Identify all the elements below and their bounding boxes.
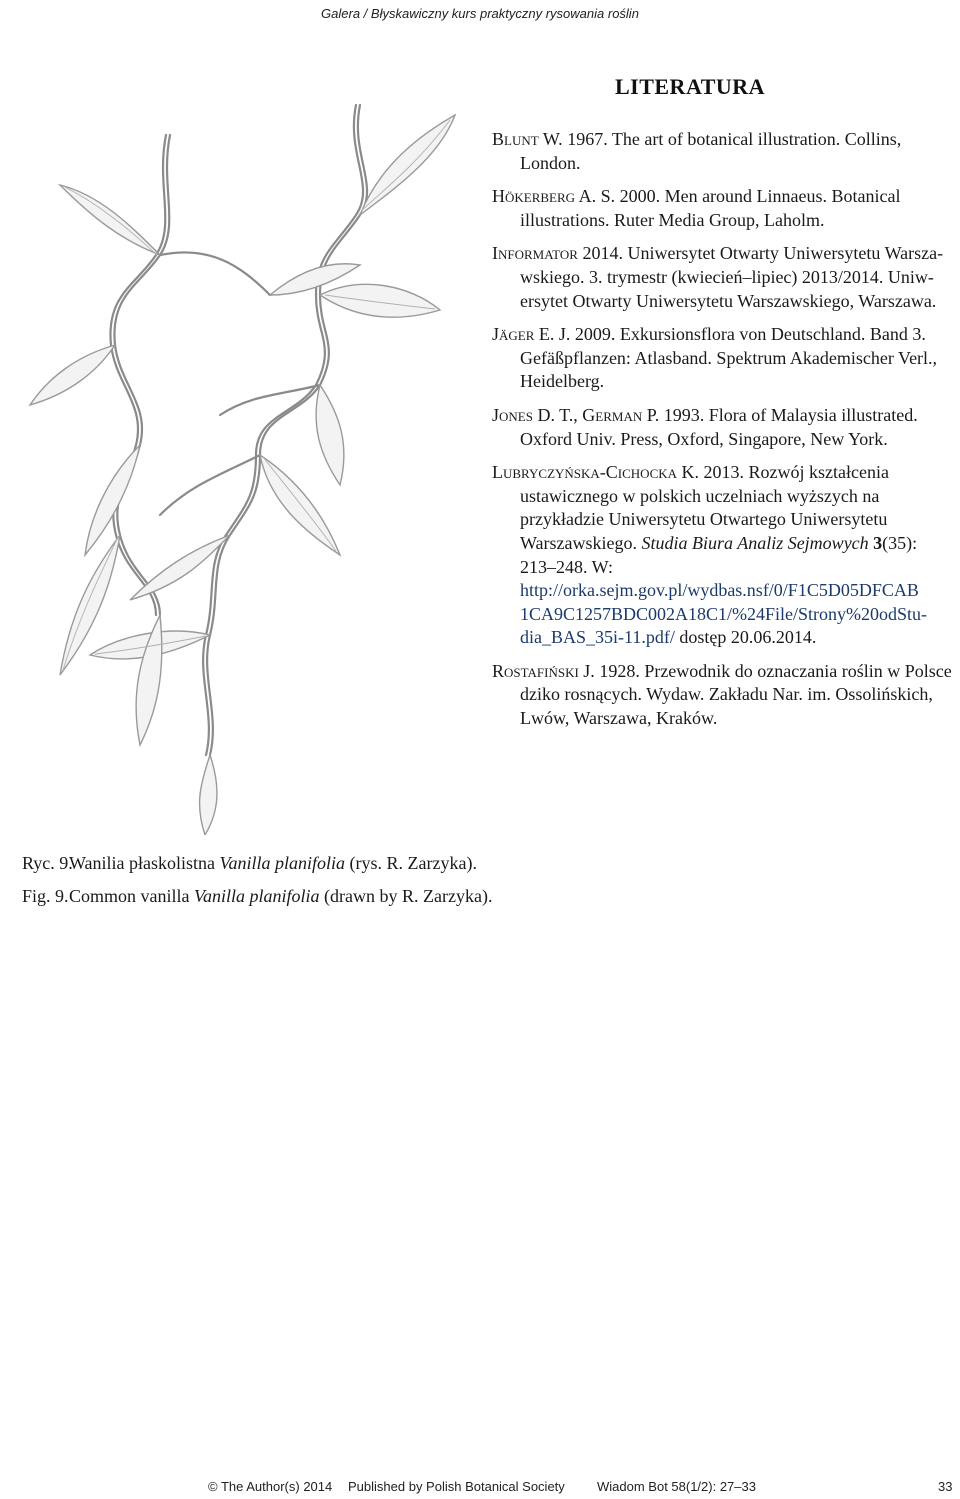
reference-author: Jones D. T., German P.	[492, 404, 660, 425]
reference-author: Rostafiński J.	[492, 660, 595, 681]
reference-issue-pages: (35): 213–248. W:	[520, 532, 918, 577]
reference-item	[492, 660, 956, 731]
caption-credit: (drawn by R. Zarzyka).	[319, 886, 493, 906]
reference-volume: 3	[873, 532, 883, 553]
reference-item	[492, 185, 956, 232]
caption-species: Vanilla planifolia	[219, 853, 346, 873]
reference-url-link[interactable]: http://orka.sejm.gov.pl/wydbas.nsf/0/F1C5D05DFCAB 1CA9C1257BDC002A18C1/%24File/Strony%20odStu-dia_BAS_35i-11.pdf/	[520, 580, 928, 648]
reference-item	[492, 404, 956, 451]
caption-text: Wanilia płaskolistna	[69, 853, 220, 873]
footer-copyright: © The Author(s) 2014	[208, 1479, 333, 1494]
reference-item	[492, 128, 956, 175]
running-head: Galera / Błyskawiczny kurs praktyczny rysowania roślin	[321, 6, 639, 21]
figure-caption-polish	[22, 851, 477, 875]
page-number: 33	[938, 1479, 953, 1494]
footer-publisher: Published by Polish Botanical Society	[348, 1479, 565, 1494]
reference-text: 2009. Exkursionsflora von Deutschland. Band 3. Gefäßpflanzen: Atlasband. Spektrum Akademischer Verl., Heidelberg.	[520, 324, 938, 392]
reference-author: Lubryczyńska-Cichocka K.	[492, 462, 700, 483]
reference-author: Blunt W.	[492, 129, 563, 149]
page-footer	[208, 1479, 952, 1499]
reference-author: Hökerberg A. S.	[492, 186, 616, 207]
reference-text: 2013. Rozwój kształcenia ustawicznego w polskich uczelniach wyższych na przykładzie Uniwersytetu Otwartego Uniwersytetu Warszawskiego.	[520, 462, 889, 553]
reference-item	[492, 242, 956, 313]
reference-text: 2000. Men around Linnaeus. Botanical illustrations. Ruter Media Group, Laholm.	[520, 186, 901, 230]
reference-author: Jäger E. J.	[492, 324, 571, 345]
vanilla-vine-illustration	[20, 95, 480, 835]
reference-author: Informator	[492, 243, 578, 264]
caption-species: Vanilla planifolia	[194, 886, 320, 906]
reference-item	[492, 461, 956, 650]
reference-text: 1928. Przewodnik do oznaczania roślin w Polsce dziko rosnących. Wydaw. Zakładu Nar. im. Ossolińskich, Lwów, Warszawa, Kraków.	[520, 660, 952, 729]
caption-label: Fig. 9.	[22, 886, 69, 906]
footer-journal: Wiadom Bot 58(1/2): 27–33	[597, 1479, 756, 1494]
references-heading: LITERATURA	[614, 74, 766, 99]
figure-caption-english	[22, 884, 492, 908]
reference-list	[492, 128, 956, 741]
caption-label: Ryc. 9.	[22, 853, 73, 873]
reference-access-date: dostęp 20.06.2014.	[679, 627, 817, 648]
caption-credit: (rys. R. Zarzyka).	[345, 853, 477, 873]
reference-text: 2014. Uniwersytet Otwarty Uniwersytetu Warsza-wskiego. 3. trymestr (kwiecień–lipiec) 2013/2014. Uniw-ersytet Otwarty Uniwersytetu Warszawskiego, Warszawa.	[520, 243, 944, 311]
reference-text: 1993. Flora of Malaysia illustrated. Oxford Univ. Press, Oxford, Singapore, New York.	[520, 404, 918, 449]
reference-item	[492, 323, 956, 394]
reference-journal: Studia Biura Analiz Sejmowych	[641, 532, 869, 553]
caption-text: Common vanilla	[69, 886, 194, 906]
reference-text: 1967. The art of botanical illustration. Collins, London.	[520, 129, 902, 173]
